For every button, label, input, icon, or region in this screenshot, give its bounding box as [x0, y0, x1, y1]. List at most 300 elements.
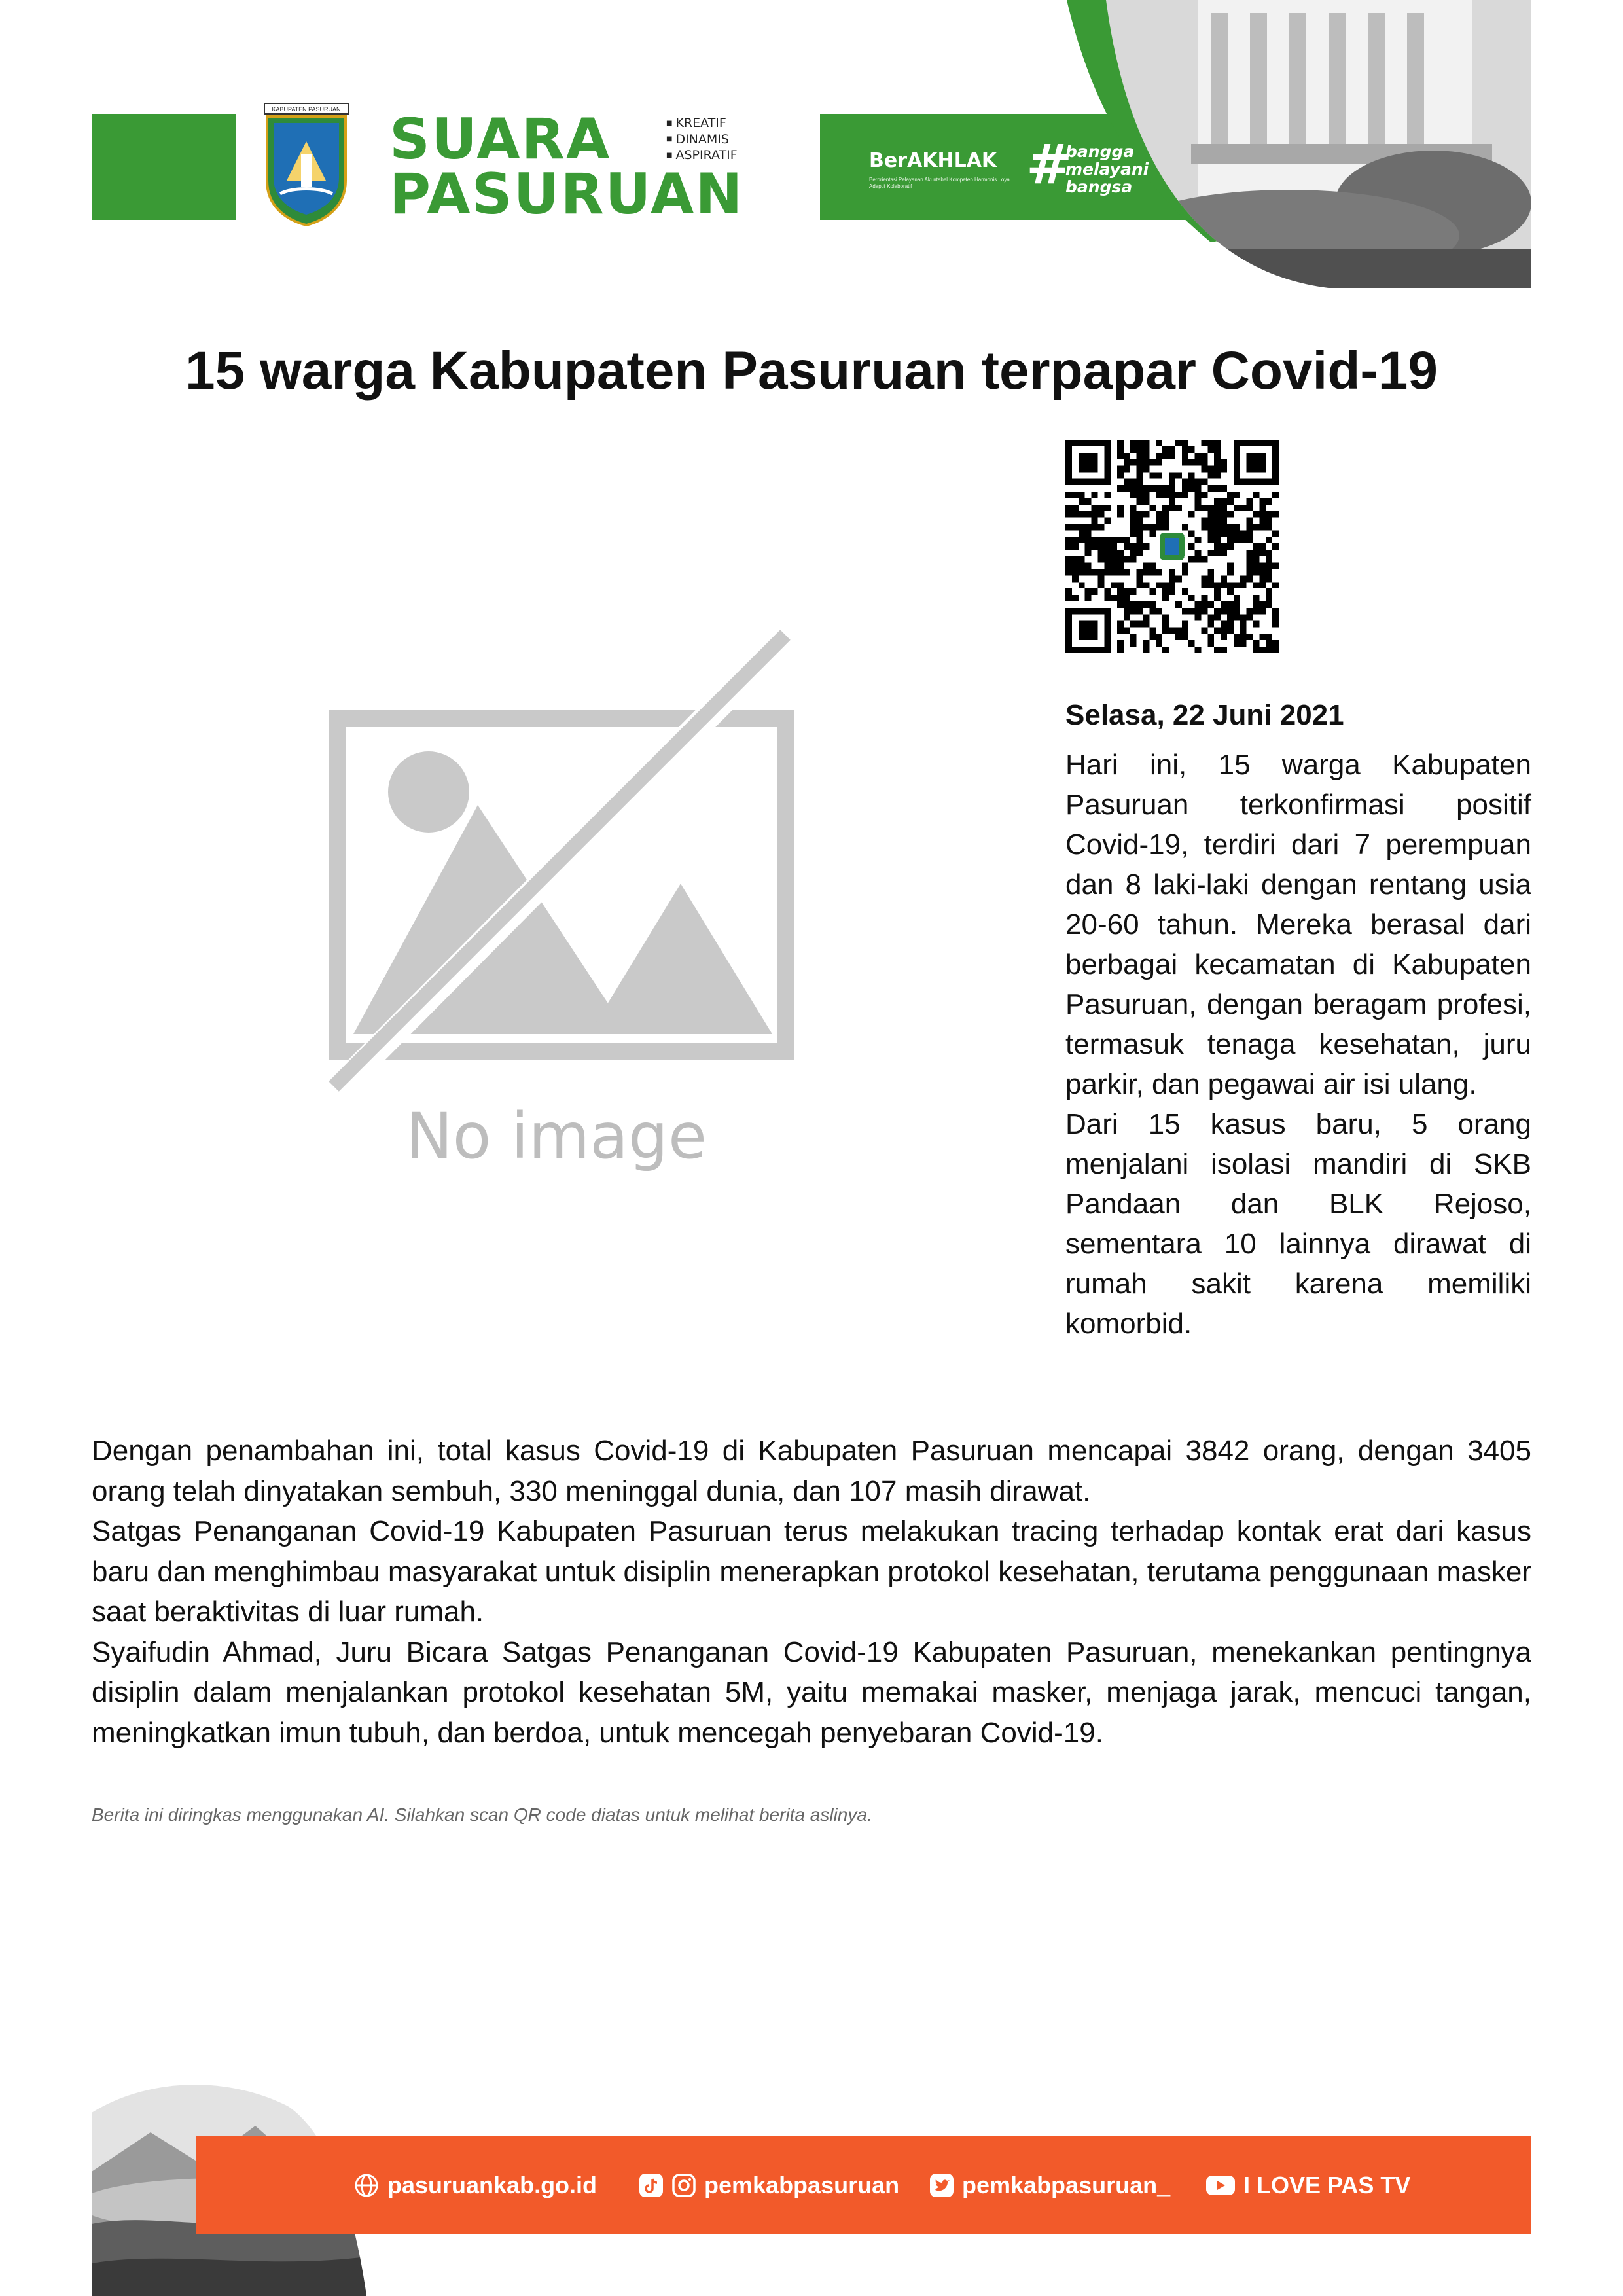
qr-module [1188, 478, 1195, 485]
qr-module [1117, 582, 1124, 588]
qr-module [1182, 446, 1188, 453]
qr-module [1207, 485, 1214, 492]
qr-module [1188, 595, 1195, 601]
qr-module [1188, 543, 1195, 550]
qr-module [1259, 601, 1266, 608]
qr-module [1195, 608, 1202, 615]
qr-module [1221, 505, 1227, 511]
qr-module [1207, 466, 1214, 473]
qr-module [1214, 647, 1221, 653]
qr-module [1072, 543, 1079, 550]
qr-module [1104, 556, 1111, 563]
qr-module [1201, 524, 1207, 530]
qr-module [1111, 537, 1117, 543]
qr-module [1124, 459, 1130, 466]
qr-module [1162, 621, 1169, 628]
qr-module [1130, 478, 1137, 485]
qr-module [1130, 608, 1137, 615]
qr-module [1149, 530, 1156, 537]
qr-module [1221, 627, 1227, 634]
qr-module [1072, 575, 1079, 582]
qr-module [1130, 543, 1137, 550]
qr-module [1207, 446, 1214, 453]
qr-module [1085, 543, 1092, 550]
qr-module [1169, 498, 1175, 505]
qr-module [1117, 537, 1124, 543]
qr-module [1195, 505, 1202, 511]
qr-module [1227, 608, 1234, 615]
qr-module [1182, 627, 1188, 634]
qr-module [1117, 472, 1124, 478]
qr-module [1188, 446, 1195, 453]
qr-module [1201, 582, 1207, 588]
qr-module [1201, 556, 1207, 563]
qr-module [1143, 453, 1150, 459]
qr-module [1207, 537, 1214, 543]
qr-module [1065, 511, 1072, 518]
qr-module [1130, 524, 1137, 530]
qr-module [1143, 440, 1150, 446]
qr-module [1104, 563, 1111, 569]
qr-module [1130, 621, 1137, 628]
qr-module [1253, 640, 1259, 647]
footer-website[interactable] [353, 2172, 597, 2199]
footer-youtube[interactable] [1205, 2172, 1410, 2199]
qr-module [1214, 466, 1221, 473]
qr-module [1117, 595, 1124, 601]
qr-module [1149, 563, 1156, 569]
qr-module [1124, 615, 1130, 621]
qr-module [1247, 550, 1253, 556]
qr-module [1207, 505, 1214, 511]
qr-module [1079, 582, 1085, 588]
qr-module [1234, 615, 1240, 621]
qr-module [1169, 485, 1175, 492]
qr-module [1124, 453, 1130, 459]
qr-module [1195, 459, 1202, 466]
qr-module [1137, 569, 1143, 576]
qr-module [1169, 575, 1175, 582]
qr-module [1221, 466, 1227, 473]
qr-module [1227, 498, 1234, 505]
qr-module [1240, 640, 1247, 647]
footer-social-tiktok-instagram[interactable] [639, 2172, 899, 2199]
qr-module [1266, 595, 1272, 601]
qr-module [1227, 588, 1234, 595]
qr-module [1227, 621, 1234, 628]
qr-module [1234, 530, 1240, 537]
qr-module [1085, 498, 1092, 505]
qr-module [1169, 505, 1175, 511]
qr-module [1253, 524, 1259, 530]
qr-module [1137, 530, 1143, 537]
qr-module [1266, 647, 1272, 653]
qr-module [1214, 505, 1221, 511]
qr-module [1130, 485, 1137, 492]
article-body [92, 1431, 1531, 1753]
qr-module [1085, 588, 1092, 595]
qr-module [1207, 640, 1214, 647]
globe-icon [353, 2172, 380, 2198]
qr-module [1143, 543, 1150, 550]
qr-module [1221, 524, 1227, 530]
qr-module [1227, 537, 1234, 543]
qr-module [1227, 511, 1234, 518]
qr-module [1207, 472, 1214, 478]
qr-module [1149, 608, 1156, 615]
qr-module [1143, 459, 1150, 466]
qr-module [1272, 530, 1279, 537]
qr-module [1085, 563, 1092, 569]
qr-module [1117, 505, 1124, 511]
qr-module [1188, 459, 1195, 466]
qr-module [1272, 492, 1279, 498]
qr-module [1182, 478, 1188, 485]
qr-module [1079, 492, 1085, 498]
qr-module [1130, 446, 1137, 453]
qr-module [1104, 518, 1111, 524]
qr-module [1137, 485, 1143, 492]
qr-module [1143, 524, 1150, 530]
qr-module [1227, 615, 1234, 621]
qr-module [1104, 569, 1111, 576]
qr-module [1188, 530, 1195, 537]
qr-module [1137, 459, 1143, 466]
qr-module [1207, 511, 1214, 518]
qr-module [1240, 505, 1247, 511]
qr-module [1259, 550, 1266, 556]
qr-module [1272, 640, 1279, 647]
qr-module [1221, 518, 1227, 524]
qr-module [1085, 569, 1092, 576]
qr-module [1266, 569, 1272, 576]
qr-module [1130, 511, 1137, 518]
qr-module [1221, 582, 1227, 588]
qr-module [1143, 511, 1150, 518]
qr-module [1117, 440, 1124, 446]
qr-module [1072, 556, 1079, 563]
no-image-placeholder [314, 628, 798, 1204]
qr-module [1156, 608, 1162, 615]
qr-module [1149, 485, 1156, 492]
bangga-melayani-bangsa [1065, 143, 1149, 196]
qr-module [1143, 615, 1150, 621]
qr-module [1079, 530, 1085, 537]
qr-module [1156, 453, 1162, 459]
qr-module [1065, 492, 1072, 498]
qr-module [1221, 498, 1227, 505]
social-handle[interactable]: pemkabpasuruan [704, 2172, 900, 2198]
qr-module [1124, 601, 1130, 608]
qr-module [1247, 505, 1253, 511]
qr-module [1266, 498, 1272, 505]
qr-module [1253, 550, 1259, 556]
qr-module [1162, 588, 1169, 595]
qr-module [1065, 563, 1072, 569]
qr-module [1201, 595, 1207, 601]
qr-module [1214, 440, 1221, 446]
qr-module [1247, 524, 1253, 530]
qr-module [1156, 459, 1162, 466]
qr-module [1175, 627, 1182, 634]
qr-module [1143, 640, 1150, 647]
qr-module [1149, 459, 1156, 466]
qr-module [1124, 595, 1130, 601]
tagline-kreatif: ■ KREATIF [666, 115, 738, 132]
qr-module [1156, 511, 1162, 518]
qr-module [1214, 550, 1221, 556]
qr-module [1247, 569, 1253, 576]
qr-module [1266, 524, 1272, 530]
ai-summary-note: Berita ini diringkas menggunakan AI. Silahkan scan QR code diatas untuk melihat berita aslinya. [92, 1804, 872, 1825]
qr-module [1188, 556, 1195, 563]
qr-module [1065, 543, 1072, 550]
qr-module [1201, 453, 1207, 459]
qr-module [1117, 466, 1124, 473]
qr-module [1240, 627, 1247, 634]
qr-module [1182, 634, 1188, 640]
qr-module [1072, 505, 1079, 511]
qr-module [1195, 601, 1202, 608]
qr-code[interactable] [1065, 440, 1279, 653]
paragraph: Syaifudin Ahmad, Juru Bicara Satgas Penanganan Covid-19 Kabupaten Pasuruan, menekankan pentingnya disiplin dalam menjalankan protokol kesehatan 5M, yaitu memakai masker, menjaga jarak, mencuci tangan, meningkatkan imun tubuh, dan berdoa, untuk mencegah penyebaran Covid-19. [92, 1636, 1531, 1749]
qr-module [1092, 537, 1098, 543]
qr-module [1097, 569, 1104, 576]
qr-module [1221, 575, 1227, 582]
qr-module [1234, 537, 1240, 543]
qr-module [1124, 478, 1130, 485]
qr-module [1259, 524, 1266, 530]
qr-module [1253, 543, 1259, 550]
qr-module [1266, 601, 1272, 608]
qr-module [1143, 485, 1150, 492]
qr-module [1065, 588, 1072, 595]
qr-module [1201, 440, 1207, 446]
qr-module [1162, 582, 1169, 588]
qr-module [1117, 563, 1124, 569]
qr-module [1207, 634, 1214, 640]
qr-module [1227, 627, 1234, 634]
qr-module [1111, 563, 1117, 569]
qr-module [1092, 569, 1098, 576]
qr-module [1149, 569, 1156, 576]
qr-module [1214, 537, 1221, 543]
qr-module [1162, 505, 1169, 511]
qr-module [1162, 518, 1169, 524]
qr-module [1195, 615, 1202, 621]
qr-module [1169, 472, 1175, 478]
qr-module [1253, 608, 1259, 615]
qr-module [1259, 582, 1266, 588]
qr-module [1234, 601, 1240, 608]
youtube-channel[interactable]: I LOVE PAS TV [1243, 2172, 1411, 2198]
website-link[interactable]: pasuruankab.go.id [387, 2172, 597, 2198]
qr-module [1137, 498, 1143, 505]
qr-module [1143, 492, 1150, 498]
qr-module [1085, 524, 1092, 530]
qr-module [1253, 595, 1259, 601]
qr-module [1137, 466, 1143, 473]
qr-module [1182, 569, 1188, 576]
qr-module [1065, 569, 1072, 576]
qr-module [1169, 453, 1175, 459]
qr-module [1266, 634, 1272, 640]
bangga-word: bangga [1065, 142, 1135, 161]
qr-module [1130, 556, 1137, 563]
qr-module [1234, 582, 1240, 588]
qr-module [1137, 472, 1143, 478]
qr-module [1188, 472, 1195, 478]
qr-module [1065, 556, 1072, 563]
qr-module [1259, 518, 1266, 524]
qr-module [1221, 550, 1227, 556]
qr-module [1072, 492, 1079, 498]
qr-module [1188, 640, 1195, 647]
qr-module [1188, 511, 1195, 518]
qr-module [1162, 511, 1169, 518]
article-date: Selasa, 22 Juni 2021 [1065, 699, 1344, 731]
qr-module [1247, 530, 1253, 537]
no-image-label: No image [405, 1100, 707, 1173]
qr-module [1259, 569, 1266, 576]
qr-module [1079, 556, 1085, 563]
qr-module [1137, 524, 1143, 530]
qr-module [1272, 511, 1279, 518]
qr-module [1221, 634, 1227, 640]
qr-module [1085, 595, 1092, 601]
qr-module [1124, 543, 1130, 550]
qr-module [1117, 485, 1124, 492]
qr-module [1259, 498, 1266, 505]
qr-module [1201, 478, 1207, 485]
qr-module [1175, 575, 1182, 582]
qr-module [1272, 608, 1279, 615]
qr-module [1149, 472, 1156, 478]
qr-module [1175, 472, 1182, 478]
qr-module [1195, 498, 1202, 505]
qr-module [1162, 595, 1169, 601]
qr-module [1111, 595, 1117, 601]
qr-module [1207, 601, 1214, 608]
qr-module [1162, 485, 1169, 492]
qr-module [1117, 550, 1124, 556]
qr-module [1130, 588, 1137, 595]
qr-module [1124, 627, 1130, 634]
qr-module [1079, 524, 1085, 530]
qr-module [1156, 485, 1162, 492]
qr-module [1092, 505, 1098, 511]
qr-module [1253, 601, 1259, 608]
qr-module [1259, 505, 1266, 511]
qr-module [1137, 453, 1143, 459]
qr-module [1207, 524, 1214, 530]
qr-module [1182, 621, 1188, 628]
qr-module [1137, 478, 1143, 485]
qr-module [1266, 537, 1272, 543]
qr-module [1182, 485, 1188, 492]
qr-module [1214, 588, 1221, 595]
qr-module [1253, 647, 1259, 653]
qr-module [1072, 595, 1079, 601]
twitter-icon [929, 2173, 954, 2198]
qr-module [1137, 601, 1143, 608]
qr-module [1207, 569, 1214, 576]
qr-module [1079, 563, 1085, 569]
berakhlak-logo-text: BerAKHLAK [869, 149, 997, 172]
qr-module [1097, 543, 1104, 550]
qr-module [1182, 453, 1188, 459]
qr-module [1214, 530, 1221, 537]
qr-module [1234, 505, 1240, 511]
qr-module [1221, 601, 1227, 608]
qr-module [1221, 647, 1227, 653]
qr-module [1130, 601, 1137, 608]
qr-module [1221, 485, 1227, 492]
qr-module [1227, 492, 1234, 498]
qr-module [1124, 588, 1130, 595]
qr-module [1124, 537, 1130, 543]
qr-module [1214, 582, 1221, 588]
qr-module [1117, 511, 1124, 518]
qr-module [1227, 582, 1234, 588]
qr-module [1195, 478, 1202, 485]
footer-twitter[interactable] [929, 2172, 1170, 2199]
brand-taglines [666, 115, 738, 164]
qr-module [1253, 621, 1259, 628]
qr-module [1195, 647, 1202, 653]
qr-module [1117, 601, 1124, 608]
qr-module [1214, 498, 1221, 505]
qr-module [1214, 595, 1221, 601]
twitter-handle[interactable]: pemkabpasuruan_ [962, 2172, 1171, 2198]
qr-module [1079, 511, 1085, 518]
qr-module [1162, 524, 1169, 530]
qr-module [1240, 621, 1247, 628]
qr-module [1085, 511, 1092, 518]
qr-module [1097, 537, 1104, 543]
qr-module [1247, 518, 1253, 524]
qr-module [1253, 556, 1259, 563]
qr-module [1130, 550, 1137, 556]
qr-module [1065, 505, 1072, 511]
qr-module [1221, 530, 1227, 537]
qr-module [1156, 582, 1162, 588]
qr-module [1247, 537, 1253, 543]
qr-module [1266, 588, 1272, 595]
qr-module [1097, 505, 1104, 511]
qr-module [1234, 640, 1240, 647]
qr-module [1104, 543, 1111, 550]
qr-module [1221, 543, 1227, 550]
hashtag-symbol: # [1026, 132, 1073, 196]
qr-module [1266, 563, 1272, 569]
qr-module [1137, 543, 1143, 550]
qr-module [1247, 634, 1253, 640]
qr-module [1143, 563, 1150, 569]
qr-module [1137, 550, 1143, 556]
qr-module [1221, 608, 1227, 615]
qr-module [1214, 615, 1221, 621]
qr-module [1175, 440, 1182, 446]
qr-module [1111, 569, 1117, 576]
qr-module [1124, 556, 1130, 563]
qr-module [1149, 634, 1156, 640]
qr-module [1175, 492, 1182, 498]
qr-module [1117, 621, 1124, 628]
qr-module [1214, 518, 1221, 524]
qr-module [1162, 627, 1169, 634]
paragraph: Hari ini, 15 warga Kabupaten Pasuruan terkonfirmasi positif Covid-19, terdiri dari 7 perempuan dan 8 laki-laki dengan rentang usia 20-60 tahun. Mereka berasal dari berbagai kecamatan di Kabupaten Pasuruan, dengan beragam profesi, termasuk tenaga kesehatan, juru parkir, dan pegawai air isi ulang. [1065, 749, 1531, 1100]
